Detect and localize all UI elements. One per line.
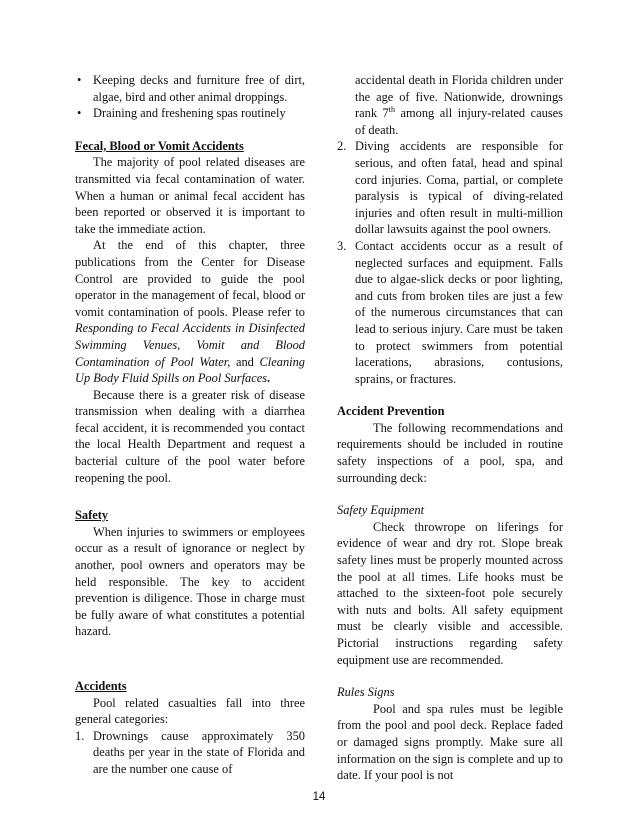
cdc-publication-title-2: Cleaning Up Body Fluid Spills on Pool Surfaces — [75, 354, 305, 386]
list-item-diving — [337, 138, 563, 238]
accidents-heading: Accidents — [75, 679, 127, 693]
list-item-text: accidental death in Florida children under the age of five. Nationwide, drownings rank 7 — [355, 73, 563, 121]
fecal-p2-and: and — [230, 354, 260, 369]
list-item-text: among all injury-related causes of death. — [355, 106, 563, 137]
accident-prevention-heading: Accident Prevention — [337, 404, 445, 419]
right-column — [337, 72, 563, 784]
bullet-item-decks: • Keeping decks and furniture free of dirt, algae, bird and other animal droppings. — [75, 72, 305, 105]
fecal-paragraph-1: The majority of pool related diseases are transmitted via fecal contamination of water. When a human or animal fecal accident has been reported or observed it is important to take the immediate action. — [75, 155, 305, 236]
list-item-text: Contact accidents occur as a result of neglected surfaces and equipment. Falls due to algae-slick decks or poor lighting, and cuts from broken tiles are just a few of the numerous circumstances that can lead to serious injury. Care must be taken to protect swimmers from potential lacerations, abrasions, contusions, sprains, or fractures. — [355, 238, 563, 386]
list-item-text: Diving accidents are responsible for serious, and often fatal, head and spinal cord injuries. Coma, partial, or complete paralysis is typical of diving-related injuries and often result in multi-million dollar lawsuits against the pool owners. — [355, 139, 563, 237]
bullet-item-spas: • Draining and freshening spas routinely — [75, 105, 305, 122]
accident-categories-list-continued — [337, 72, 563, 387]
rules-signs-paragraph: Pool and spa rules must be legible from the pool and pool deck. Replace faded or damaged signs promptly. Make sure all information on the sign is complete and up to date. If your pool is not — [337, 701, 563, 783]
rules-signs-heading: Rules Signs — [337, 685, 395, 700]
list-item-drownings — [75, 728, 305, 778]
list-item-contact — [337, 238, 563, 387]
safety-heading: Safety — [75, 508, 109, 523]
accident-prevention-paragraph: The following recommendations and requirements should be included in routine safety inspections of a pool, spa, and surrounding deck: — [337, 420, 563, 485]
cdc-publication-title-1: Responding to Fecal Accidents in Disinfected Swimming Venues, Vomit and Blood Contamination of Pool Water, — [75, 321, 305, 369]
fecal-p2-end: . — [267, 371, 271, 386]
list-number: 3. — [337, 238, 347, 253]
fecal-accidents-heading: Fecal, Blood or Vomit Accidents — [75, 138, 244, 153]
list-number: 2. — [337, 139, 347, 154]
fecal-p2-start: At the end of this chapter, three publications from the Center for Disease Control are provided to guide the pool operator in the management of fecal, blood or vomit contamination of pools. Please refer to — [75, 238, 305, 319]
page-number: 14 — [312, 791, 326, 803]
accidents-intro: Pool related casualties fall into three general categories: — [75, 695, 305, 727]
safety-paragraph: When injuries to swimmers or employees occur as a result of ignorance or neglect by another, pool owners and operators may be held responsible. The key to accident prevention is diligence. Those in charge must be fully aware of what constitutes a potential hazard. — [75, 524, 305, 639]
list-number: 1. — [75, 728, 85, 743]
list-item-text: Drownings cause approximately 350 deaths per year in the state of Florida and are the number one cause of — [93, 728, 305, 776]
list-item-drownings-continued — [337, 72, 563, 138]
safety-equipment-heading: Safety Equipment — [337, 503, 425, 518]
ordinal-suffix: th — [388, 105, 395, 115]
fecal-paragraph-2 — [75, 237, 305, 386]
maintenance-bullet-list — [75, 72, 305, 122]
fecal-paragraph-3: Because there is a greater risk of disease transmission when dealing with a diarrhea fecal accident, it is recommended you contact the local Health Department and request a bacterial culture of the pool water before reopening the pool. — [75, 387, 305, 485]
accident-categories-list — [75, 728, 305, 778]
left-column — [75, 72, 305, 778]
safety-equipment-paragraph: Check throwrope on liferings for evidence of wear and dry rot. Slope break safety lines must be properly mounted across the pool at all times. Life hooks must be attached to the sixteen-foot pole securely with nuts and bolts. All safety equipment must be clearly visible and accessible. Pictorial instructions regarding safety equipment use are recommended. — [337, 519, 563, 667]
